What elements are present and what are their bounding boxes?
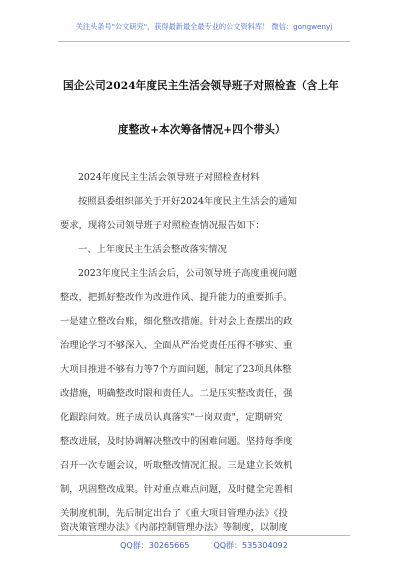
document-title-line-2: 度整改+本次筹备情况+四个带头）	[118, 124, 286, 136]
body-line: 制，巩固整改成果。针对重点难点问题，及时健全完善相	[60, 484, 293, 495]
footer	[0, 540, 408, 551]
body-line: 要求，现将公司领导班子对照检查情况报告如下：	[60, 220, 265, 231]
body-line: 资决策管理办法》《内部控制管理办法》等制度，以制度	[60, 522, 288, 533]
header-divider	[58, 41, 350, 42]
header-promo: 关注头条号"公文研究"，获得最新最全最专业的公文资料库！ 微信：gongwenyj	[75, 22, 333, 31]
footer-qq-group-1: QQ群：30265665	[120, 541, 190, 550]
body-line: 整改进展，及时协调解决整改中的困难问题。坚持每季度	[60, 436, 293, 447]
footer-qq-group-2: QQ群：535304092	[213, 541, 288, 550]
body-line-subtitle: 2024年度民主生活会领导班子对照检查材料	[78, 172, 260, 183]
body-line: 化跟踪问效。班子成员认真落实"一岗双责"，定期研究	[60, 412, 283, 423]
document-title-line-1: 国企公司2024年度民主生活会领导班子对照检查（含上年	[63, 80, 339, 92]
body-line: 按照县委组织部关于开好2024年度民主生活会的通知	[78, 196, 297, 207]
body-line: 整改，把抓好整改作为改进作风、提升能力的重要抓手。	[60, 292, 293, 303]
body-line: 改措施，明确整改时限和责任人。二是压实整改责任，强	[60, 388, 293, 399]
body-line: 召开一次专题会议，听取整改情况汇报。三是建立长效机	[60, 460, 293, 471]
body-line: 关制度机制，先后制定出台了《重大项目管理办法》《投	[60, 508, 288, 519]
body-line: 2023年度民主生活会后，公司领导班子高度重视问题	[78, 268, 297, 279]
section-heading: 一、上年度民主生活会整改落实情况	[78, 244, 227, 255]
body-line: 一是建立整改台账，细化整改措施。针对会上查摆出的政	[60, 316, 293, 327]
body-line: 大项目推进不够有力等7个方面问题，制定了23项具体整	[60, 364, 292, 375]
footer-divider	[58, 535, 350, 536]
body-line: 治理论学习不够深入、全面从严治党责任压得不够实、重	[60, 340, 293, 351]
